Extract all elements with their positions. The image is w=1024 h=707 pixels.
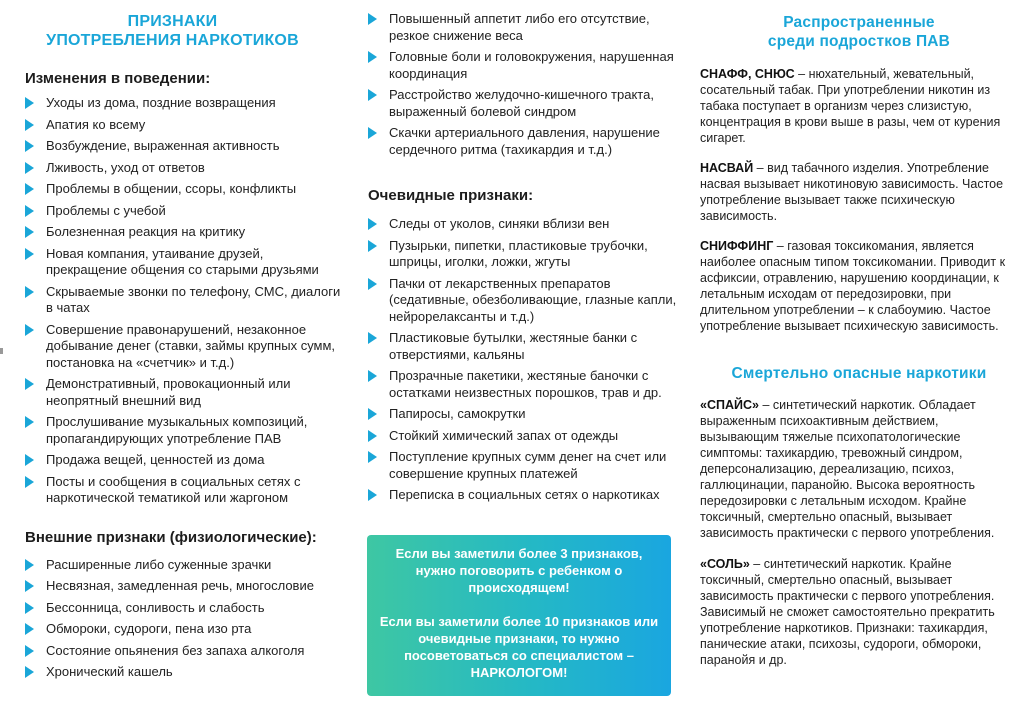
arrow-bullet-icon <box>368 13 377 25</box>
list-item <box>360 87 682 120</box>
list-item-text: Хронический кашель <box>46 664 173 679</box>
spice-term: «СПАЙС» <box>700 398 759 412</box>
list-item <box>360 11 682 44</box>
list-item-text: Скрываемые звонки по телефону, СМС, диалоги в чатах <box>46 283 341 315</box>
list-item <box>360 487 682 504</box>
nasvay-term: НАСВАЙ <box>700 161 754 175</box>
list-item-text: Расширенные либо суженные зрачки <box>46 556 272 572</box>
arrow-bullet-icon <box>25 97 34 109</box>
arrow-bullet-icon <box>25 378 34 390</box>
arrow-bullet-icon <box>25 162 34 174</box>
arrow-bullet-icon <box>25 666 34 678</box>
list-item <box>360 238 682 271</box>
list-item-text: Прослушивание музыкальных композиций, пропагандирующих употребление ПАВ <box>46 414 308 446</box>
list-item <box>360 449 682 482</box>
list-item <box>0 600 345 617</box>
arrow-bullet-icon <box>368 218 377 230</box>
sniffing-text: – газовая токсикомания, является наиболее опасным типом токсикомании. Приводит к асфиксии, отравлению, нарушению координации, к летальным исходам от передозировки, при длительном употреблении – к слабоумию. Частое употребление вызывает психическую зависимость. <box>700 239 1006 333</box>
obvious-list <box>360 216 682 504</box>
list-item-text: Состояние опьянения без запаха алкоголя <box>46 642 305 658</box>
nasvay-text: – вид табачного изделия. Употребление насвая вызывает никотиновую зависимость. Частое употребление вызывает также психическую зависимость. <box>700 161 1004 223</box>
spice-paragraph <box>700 397 1018 541</box>
list-item-text: Стойкий химический запах от одежды <box>389 427 619 443</box>
list-item-text: Скачки артериального давления, нарушение сердечного ритма (тахикардия и т.д.) <box>389 125 660 157</box>
arrow-bullet-icon <box>368 127 377 139</box>
list-item-text: Обмороки, судороги, пена изо рта <box>46 621 252 636</box>
physio-continued-list <box>360 11 682 158</box>
sniffing-term: СНИФФИНГ <box>700 239 774 253</box>
arrow-bullet-icon <box>368 332 377 344</box>
list-item <box>0 664 345 681</box>
list-item <box>360 330 682 363</box>
sniffing-paragraph <box>700 238 1018 334</box>
list-item <box>360 216 682 233</box>
arrow-bullet-icon <box>368 451 377 463</box>
physio-list <box>0 557 345 681</box>
snuff-paragraph <box>700 66 1018 146</box>
list-item-text: Демонстративный, провокационный или неопрятный внешний вид <box>46 376 291 408</box>
list-item-text: Пачки от лекарственных препаратов (седативные, обезболивающие, глазные капли, нейрорелаксанты и т.д.) <box>389 275 677 324</box>
arrow-bullet-icon <box>25 476 34 488</box>
list-item-text: Посты и сообщения в социальных сетях с наркотической тематикой или жаргоном <box>46 473 301 505</box>
callout-text-2: Если вы заметили более 10 признаков или очевидные признаки, то нужно посоветоваться со специалистом – НАРКОЛОГОМ! <box>379 614 659 680</box>
list-item-text: Папиросы, самокрутки <box>389 406 526 421</box>
list-item-text: Совершение правонарушений, незаконное добывание денег (ставки, займы крупных сумм, постановка на «счетчик» и т.д.) <box>46 321 336 370</box>
deadly-drugs-title: Смертельно опасные наркотики <box>731 365 987 382</box>
arrow-bullet-icon <box>368 489 377 501</box>
list-item <box>0 160 345 177</box>
arrow-bullet-icon <box>25 645 34 657</box>
obvious-heading: Очевидные признаки: <box>368 187 534 204</box>
list-item-text: Апатия ко всему <box>46 116 146 132</box>
list-item <box>0 621 345 638</box>
substances-title-line2: среди подростков ПАВ <box>767 33 951 50</box>
arrow-bullet-icon <box>25 416 34 428</box>
list-item <box>360 276 682 326</box>
arrow-bullet-icon <box>25 140 34 152</box>
arrow-bullet-icon <box>25 623 34 635</box>
list-item <box>0 557 345 574</box>
arrow-bullet-icon <box>368 370 377 382</box>
arrow-bullet-icon <box>368 278 377 290</box>
substances-title <box>700 13 1018 51</box>
list-item <box>360 428 682 445</box>
list-item-text: Бессонница, сонливость и слабость <box>46 599 265 615</box>
list-item-text: Болезненная реакция на критику <box>46 224 246 239</box>
list-item <box>360 368 682 401</box>
list-item-text: Головные боли и головокружения, нарушенная координация <box>389 49 674 81</box>
snuff-term: СНАФФ, СНЮС <box>700 67 795 81</box>
list-item-text: Проблемы в общении, ссоры, конфликты <box>46 181 297 196</box>
list-item <box>0 643 345 660</box>
spice-text: – синтетический наркотик. Обладает выраженным психоактивным действием, вызывающим тяжелые психопатологические симптомы: тахикардию, тревожный синдром, деперсонализацию, дереализацию, психоз, галлюцинации, паранойю. Высока вероятность передозировки с летальным исходом. Крайне токсичный, смертельно опасный, вызывает зависимость практически с первого употребления. <box>700 398 995 540</box>
list-item-text: Пластиковые бутылки, жестяные банки с отверстиями, кальяны <box>389 330 638 362</box>
arrow-bullet-icon <box>25 226 34 238</box>
arrow-bullet-icon <box>368 430 377 442</box>
list-item <box>0 414 345 447</box>
behavior-list <box>0 95 345 507</box>
list-item-text: Поступление крупных сумм денег на счет или совершение крупных платежей <box>389 449 667 481</box>
list-item <box>0 376 345 409</box>
behavior-heading: Изменения в поведении: <box>25 70 211 87</box>
arrow-bullet-icon <box>368 51 377 63</box>
arrow-bullet-icon <box>25 119 34 131</box>
callout-text-1: Если вы заметили более 3 признаков, нужно поговорить с ребенком о происходящем! <box>395 546 643 595</box>
salt-text: – синтетический наркотик. Крайне токсичный, смертельно опасный, вызывает зависимость практически с первого употребления. Зависимый не сможет самостоятельно прекратить употребление наркотиков. Признаки: тахикардия, панические атаки, психозы, судороги, обмороки, паранойя и др. <box>700 557 995 667</box>
list-item <box>0 181 345 198</box>
list-item <box>0 138 345 155</box>
arrow-bullet-icon <box>25 324 34 336</box>
list-item-text: Следы от уколов, синяки вблизи вен <box>389 216 610 231</box>
substances-title-line1: Распространенные <box>783 14 935 31</box>
main-title-line2: УПОТРЕБЛЕНИЯ НАРКОТИКОВ <box>46 32 299 49</box>
nasvay-paragraph <box>700 160 1018 224</box>
main-title-line1: ПРИЗНАКИ <box>127 13 218 30</box>
arrow-bullet-icon <box>25 286 34 298</box>
list-item <box>0 284 345 317</box>
column-signs-continued <box>360 0 682 509</box>
list-item <box>0 224 345 241</box>
list-item <box>0 117 345 134</box>
list-item-text: Лживость, уход от ответов <box>46 159 205 175</box>
main-title <box>0 12 345 50</box>
list-item <box>0 246 345 279</box>
list-item-text: Расстройство желудочно-кишечного тракта, выраженный болевой синдром <box>389 87 654 119</box>
physio-heading: Внешние признаки (физиологические): <box>25 528 317 546</box>
list-item-text: Уходы из дома, поздние возвращения <box>46 95 276 110</box>
list-item <box>0 474 345 507</box>
list-item <box>0 95 345 112</box>
arrow-bullet-icon <box>368 408 377 420</box>
column-substances <box>700 0 1018 668</box>
list-item <box>0 203 345 220</box>
arrow-bullet-icon <box>25 248 34 260</box>
snuff-text: – нюхательный, жевательный, сосательный табак. При употреблении никотин из табака поступает в организм через слизистую, концентрация в крови выше в разы, чем от курения сигарет. <box>700 67 1001 145</box>
list-item-text: Пузырьки, пипетки, пластиковые трубочки, шприцы, иголки, ложки, жгуты <box>389 237 648 269</box>
list-item-text: Новая компания, утаивание друзей, прекращение общения со старыми друзьями <box>46 245 319 277</box>
column-signs <box>0 0 345 686</box>
list-item-text: Возбуждение, выраженная активность <box>46 138 280 153</box>
list-item <box>360 49 682 82</box>
arrow-bullet-icon <box>25 559 34 571</box>
advice-callout <box>367 535 671 696</box>
list-item-text: Переписка в социальных сетях о наркотиках <box>389 487 660 502</box>
list-item <box>360 406 682 423</box>
arrow-bullet-icon <box>25 602 34 614</box>
arrow-bullet-icon <box>25 205 34 217</box>
list-item <box>0 322 345 372</box>
salt-paragraph <box>700 556 1018 668</box>
arrow-bullet-icon <box>25 580 34 592</box>
list-item <box>360 125 682 158</box>
list-item-text: Проблемы с учебой <box>46 202 166 218</box>
list-item <box>0 578 345 595</box>
salt-term: «СОЛЬ» <box>700 557 750 571</box>
arrow-bullet-icon <box>368 240 377 252</box>
list-item-text: Продажа вещей, ценностей из дома <box>46 452 265 467</box>
arrow-bullet-icon <box>368 89 377 101</box>
list-item-text: Несвязная, замедленная речь, многословие <box>46 578 314 593</box>
arrow-bullet-icon <box>25 183 34 195</box>
list-item-text: Повышенный аппетит либо его отсутствие, резкое снижение веса <box>389 11 650 43</box>
list-item <box>0 452 345 469</box>
list-item-text: Прозрачные пакетики, жестяные баночки с остатками неизвестных порошков, трав и др. <box>389 368 662 400</box>
arrow-bullet-icon <box>25 454 34 466</box>
